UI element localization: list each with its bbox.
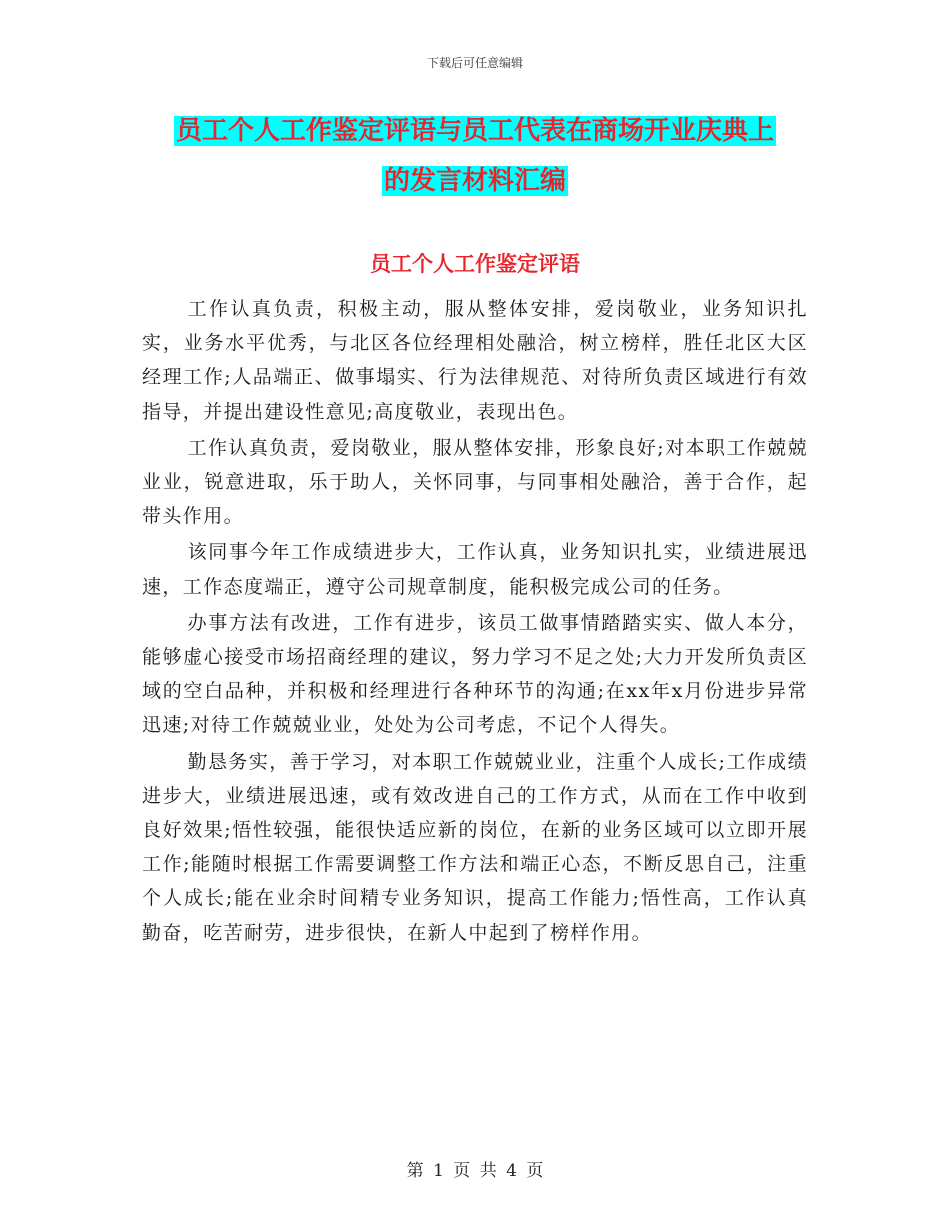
paragraph: 工作认真负责，积极主动，服从整体安排，爱岗敬业，业务知识扎实，业务水平优秀，与北区各位经理相处融洽，树立榜样，胜任北区大区经理工作;人品端正、做事塌实、行为法律规范、对待所负责区域进行有效指导，并提出建设性意见;高度敬业，表现出色。 [142, 298, 808, 423]
document-title-line-2: 的发言材料汇编 [383, 166, 566, 196]
document-body [142, 292, 808, 952]
paragraph: 办事方法有改进，工作有进步，该员工做事情踏踏实实、做人本分，能够虚心接受市场招商经理的建议，努力学习不足之处;大力开发所负责区域的空白品种，并积极和经理进行各种环节的沟通;在xx年x月份进步异常迅速;对待工作兢兢业业，处处为公司考虑，不记个人得失。 [142, 611, 808, 737]
document-title [140, 106, 810, 206]
paragraph: 勤恳务实，善于学习，对本职工作兢兢业业，注重个人成长;工作成绩进步大，业绩进展迅速，或有效改进自己的工作方式，从而在工作中收到良好效果;悟性较强，能很快适应新的岗位，在新的业务区域可以立即开展工作;能随时根据工作需要调整工作方法和端正心态，不断反思自己，注重个人成长;能在业余时间精专业务知识，提高工作能力;悟性高，工作认真勤奋，吃苦耐劳，进步很快，在新人中起到了榜样作用。 [142, 750, 808, 944]
header-note: 下载后可任意编辑 [426, 56, 523, 70]
document-title-line-1: 员工个人工作鉴定评语与员工代表在商场开业庆典上 [175, 116, 774, 146]
paragraph: 该同事今年工作成绩进步大，工作认真，业务知识扎实，业绩进展迅速，工作态度端正，遵守公司规章制度，能积极完成公司的任务。 [142, 541, 808, 598]
page-number: 第 1 页 共 4 页 [406, 1161, 544, 1181]
paragraph: 工作认真负责，爱岗敬业，服从整体安排，形象良好;对本职工作兢兢业业，锐意进取，乐于助人，关怀同事，与同事相处融洽，善于合作，起带头作用。 [142, 436, 808, 528]
section-title: 员工个人工作鉴定评语 [370, 252, 580, 276]
